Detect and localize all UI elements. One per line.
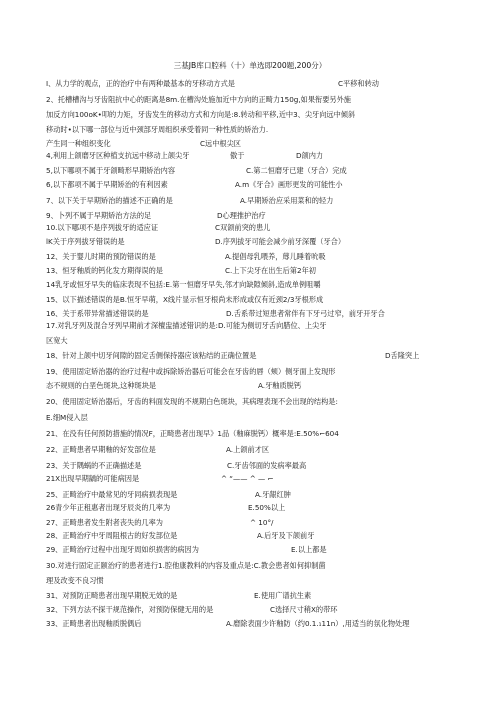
answer-option: C选择尺寸稍X的带环: [270, 605, 338, 614]
answer-option: A.上颌前才区: [226, 445, 270, 454]
question-line: 产生同一种组织变化: [46, 139, 111, 148]
answer-option: A.早期矫治应采用菜和的轻力: [240, 196, 334, 205]
answer-option: A.牙龈红肿: [255, 490, 291, 499]
answer-option: A.磨除表面少许釉防（约0.1.₁11n）,用适当的氛化物处理: [226, 619, 410, 628]
answer-option: D舌隆突上: [385, 351, 420, 360]
answer-option: C.上下尖牙在出生后第2年初: [225, 266, 316, 275]
answer-option: A.牙釉质脱钙: [258, 381, 302, 390]
answer-option: A.提倡母乳喂养，蓐儿睡着吮吸: [225, 252, 326, 261]
question-line: 26青少年正租惠者出现牙辰炎的几率为: [46, 503, 171, 512]
question-line: 加反方向100oK•叩的力矩，牙齿发生的移动方式和方向是:8.转动和平移,近中3、尖牙向远中倾斜: [46, 110, 356, 119]
question-line: 28、正畸治疗中牙周阻根古的好发部位是: [46, 531, 178, 540]
question-line: 4,利用上颌磨牙区种植支抗远中移动上颌尖牙: [46, 151, 190, 160]
answer-option: D心理推护治疗: [217, 211, 266, 220]
question-line: 7、以下关于早期矫治的描述不正确的是: [46, 196, 173, 205]
question-line: 移动时•以下哪一部位与近中颈部牙周组织承受着同一种性质的矫治力.: [46, 125, 269, 134]
question-line: 32、下列方法不探干规范操作，对预防保健无用的是: [46, 605, 214, 614]
question-line: 18、针对上颌中切牙间隙的固定舌侧保持器应该粘结的正确位置是: [46, 351, 257, 360]
question-line: 6,以下都项不属于早期矫治的有利因素: [46, 180, 168, 189]
question-line: 10.以下哪项不是序列拔牙的适应证: [46, 223, 159, 232]
answer-option: E.50%以上: [248, 503, 286, 512]
question-line: 20、使用固定矫治器后，牙齿的料面发现的不规期白色斑块，其病理表现不会出现的结构是:: [46, 397, 338, 406]
answer-option: A.后牙及下颌前牙: [257, 531, 315, 540]
answer-option: ^ 10°/: [250, 518, 274, 527]
question-line: 态不规则的白垩色斑块,这种斑块是: [46, 381, 157, 390]
answer-option: D.序列拔牙可能会减少前牙深覆（牙合）: [215, 237, 346, 246]
question-line: lK关于序列拔牙错误的是: [46, 237, 125, 246]
question-line: 14乳牙或恒牙早失的临床表现不包括:E.第一恒磨牙早失,邻才向缺隙倾斜,造成单例咀嚼: [46, 280, 321, 289]
question-line: 19、使用固定矫治器的治疗过程中或拆除矫治器后可能会在牙齿的唇（颊）侧牙面上发现形: [46, 367, 336, 376]
question-line: 29、正畸治疗过程中出现牙周如织损害的病因为: [46, 545, 199, 554]
answer-option: C.牙齿邻面的发病率最高: [227, 461, 307, 470]
question-line: 16、关于系带异常描述错误的是: [46, 309, 149, 318]
answer-option: C.第二恒磨牙已建（牙合）完成: [246, 166, 347, 175]
question-line: 21、在没有任何预防措施的情况F，正畸患者出现早》1品（釉麻脱钙）概率是:E.50%⌐604: [46, 429, 339, 438]
question-line: 2、托槽槽沟与牙齿阻抗中心的距离是8m.在槽沟处施加近中方向的正畸力150g,如果衔要另外施: [46, 95, 351, 104]
question-line: E.细M侵入层: [46, 413, 88, 422]
answer-option: E.使用广谱抗生素: [254, 591, 312, 600]
question-line: 理及改变不良习惯: [46, 576, 104, 585]
question-line: 15、以下描述错误的是B.恒牙早萌，X线片显示恒牙根尚未形成或仅有近颈2/3牙根形成: [46, 295, 324, 304]
answer-option: C双颌前突的患儿: [215, 223, 271, 232]
answer-option: A.m《牙合》画形更发的可能性小: [235, 180, 343, 189]
answer-option: E.以上都是: [291, 545, 327, 554]
question-line: 17.对乳牙列及混合牙列早期前才深檀盅描述错识的是:D.可能为侧切牙舌向腊位、上尖牙: [46, 321, 327, 330]
question-line: 区宽大: [46, 336, 68, 345]
page-title: 三基JB库口腔科（十）单选即200题,200分）: [173, 61, 327, 70]
answer-option: ^ “—— ^ — ⌐: [221, 474, 274, 483]
question-line: 23、关于隅蜗的不正确描述是: [46, 461, 142, 470]
question-line: 33、正畸患者出现釉质脱偶后: [46, 619, 142, 628]
answer-option: C平移和转动: [338, 79, 379, 88]
answer-option: D.舌系带过短患者常伴有下牙弓过窄，前牙开牙合: [226, 309, 385, 318]
question-line: 30.对进行固定正颐治疗的患者进行1.腔他康教料的内容及重点是:C.教会患者如何抑制菌: [46, 561, 326, 570]
question-line: 12、关于婴儿时期的预防错误的是: [46, 252, 156, 261]
question-line: 27、正畸患者发生附者丧失的几率为: [46, 518, 163, 527]
question-line: 21X出现早期龋的可能病因是: [46, 474, 140, 483]
question-line: 9、卜列不属于早期矫治方法的足: [46, 211, 152, 220]
question-line: 31、对预防正畸患者出现早期脱无效的是: [46, 591, 178, 600]
question-line: 25、正畸治疗中最常见的牙同病损表现是: [46, 490, 178, 499]
question-line: I、从力学的观点，正的治疗中有两种最基本的牙移动方式是: [46, 79, 235, 88]
answer-option: C远中根尖区: [200, 139, 241, 148]
question-line: 22、正畸患者早期釉的好发部位是: [46, 445, 156, 454]
answer-option: 傲于: [230, 151, 245, 160]
question-line: 5,以下哪项不属于牙颌畸形早期矫治内容: [46, 166, 176, 175]
answer-option: D颌内力: [296, 151, 324, 160]
question-line: 13、恒牙釉质的钙化发方期得误的是: [46, 266, 163, 275]
